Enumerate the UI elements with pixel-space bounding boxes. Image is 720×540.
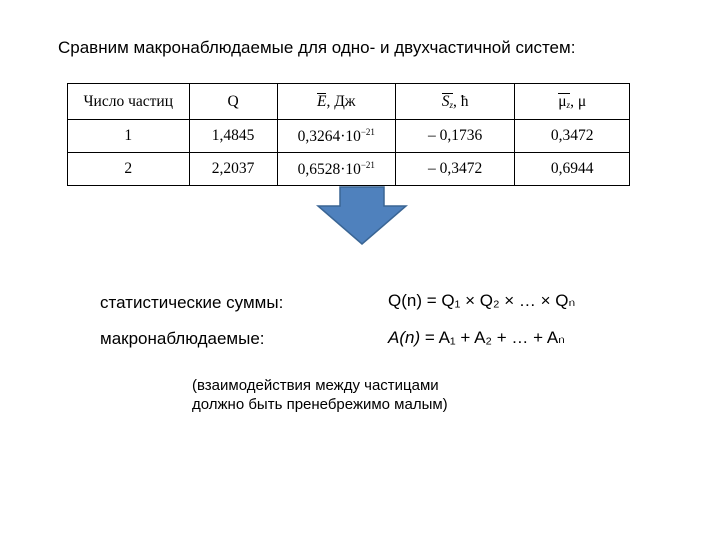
spin-symbol: S (441, 92, 450, 110)
cell-n: 2 (68, 153, 190, 186)
table-row (68, 153, 630, 186)
stat-sums-lhs: Q(n) (388, 291, 422, 310)
cell-spin: – 0,3472 (395, 153, 515, 186)
energy-exponent: −21 (360, 159, 375, 170)
stat-sums-formula (388, 291, 575, 311)
header-energy (277, 84, 395, 120)
comparison-table (67, 83, 630, 186)
spin-unit: , ħ (453, 92, 469, 110)
table-row (68, 120, 630, 153)
cell-n: 1 (68, 120, 190, 153)
cell-moment: 0,3472 (515, 120, 630, 153)
macro-formula (388, 328, 565, 348)
moment-subscript: z (566, 99, 571, 110)
macro-rhs: = A₁ + A₂ + … + Aₙ (424, 328, 565, 347)
header-spin (395, 84, 515, 120)
energy-mantissa: 0,6528·10 (297, 160, 361, 178)
header-q: Q (189, 84, 277, 120)
moment-symbol: μ (558, 92, 567, 110)
note-line-2: должно быть пренебрежимо малым) (192, 396, 448, 413)
header-particles: Число частиц (68, 84, 190, 120)
macro-label: макронаблюдаемые: (100, 329, 265, 348)
stat-sums-label: статистические суммы: (100, 293, 284, 312)
stat-sums-rhs: = Q₁ × Q₂ × … × Qₙ (426, 291, 576, 310)
cell-q: 2,2037 (189, 153, 277, 186)
energy-unit: , Дж (326, 92, 356, 110)
table-header-row (68, 84, 630, 120)
cell-moment: 0,6944 (515, 153, 630, 186)
macro-lhs: A(n) (388, 328, 421, 347)
cell-energy (277, 153, 395, 186)
note (192, 376, 448, 414)
moment-unit: , μ (570, 92, 587, 110)
cell-q: 1,4845 (189, 120, 277, 153)
down-arrow-icon (316, 186, 408, 246)
energy-mantissa: 0,3264·10 (297, 127, 361, 145)
spin-subscript: z (449, 99, 453, 110)
cell-spin: – 0,1736 (395, 120, 515, 153)
cell-energy (277, 120, 395, 153)
page-title: Сравним макронаблюдаемые для одно- и двухчастичной систем: (58, 38, 576, 57)
energy-exponent: −21 (360, 126, 375, 137)
header-moment (515, 84, 630, 120)
energy-symbol: E (316, 92, 327, 110)
note-line-1: (взаимодействия между частицами (192, 377, 439, 394)
